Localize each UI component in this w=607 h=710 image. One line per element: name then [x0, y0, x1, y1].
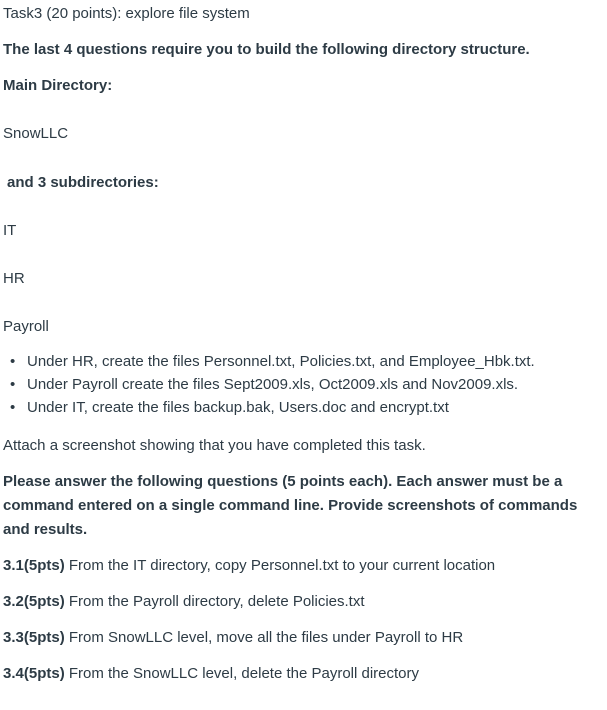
- list-item: [10, 373, 535, 396]
- list-item: [10, 396, 535, 419]
- bullet-icon: •: [10, 376, 16, 393]
- main-directory-label: Main Directory:: [3, 77, 113, 94]
- question-label: 3.2(5pts): [3, 593, 65, 610]
- question-text: From the Payroll directory, delete Policies.txt: [64, 593, 365, 610]
- question-3-3: [3, 628, 463, 648]
- question-3-2: [3, 592, 365, 612]
- question-label: 3.1(5pts): [3, 557, 65, 574]
- question-text: From the SnowLLC level, delete the Payroll directory: [64, 665, 420, 682]
- subdirectory-it: IT: [3, 222, 17, 239]
- instructions-paragraph: Please answer the following questions (5 points each). Each answer must be a command entered on a single command line. Provide screenshots of commands and results.: [3, 473, 578, 538]
- question-3-4: [3, 664, 419, 684]
- question-text: From SnowLLC level, move all the files under Payroll to HR: [64, 629, 464, 646]
- question-text: From the IT directory, copy Personnel.txt to your current location: [64, 557, 496, 574]
- task-title: Task3 (20 points): explore file system: [3, 5, 250, 22]
- task-text: Under HR, create the files Personnel.txt, Policies.txt, and Employee_Hbk.txt.: [27, 353, 535, 370]
- subdirectory-payroll: Payroll: [3, 318, 49, 335]
- bullet-icon: •: [10, 399, 16, 416]
- list-item: [10, 350, 535, 373]
- bullet-icon: •: [10, 353, 16, 370]
- task-list: [0, 350, 535, 419]
- task-text: Under IT, create the files backup.bak, Users.doc and encrypt.txt: [27, 399, 449, 416]
- main-directory-name: SnowLLC: [3, 125, 69, 142]
- attach-note: Attach a screenshot showing that you have completed this task.: [3, 437, 426, 454]
- intro-text: The last 4 questions require you to build the following directory structure.: [3, 41, 530, 58]
- question-3-1: [3, 556, 495, 576]
- subdirectory-hr: HR: [3, 270, 25, 287]
- subdirectories-label: and 3 subdirectories:: [7, 174, 159, 191]
- question-label: 3.3(5pts): [3, 629, 65, 646]
- task-text: Under Payroll create the files Sept2009.xls, Oct2009.xls and Nov2009.xls.: [27, 376, 519, 393]
- question-label: 3.4(5pts): [3, 665, 65, 682]
